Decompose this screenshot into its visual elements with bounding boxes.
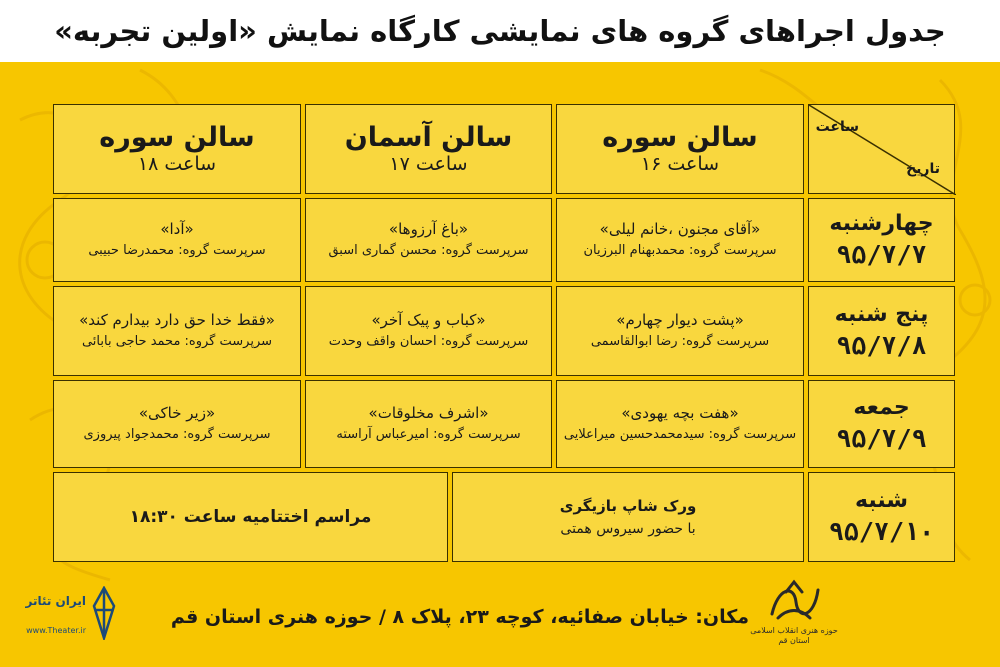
title-bar — [0, 0, 1000, 62]
show-cell — [556, 286, 804, 376]
day-name: پنج شنبه — [834, 302, 929, 328]
show-title: «آقای مجنون ،خانم لیلی» — [599, 220, 761, 239]
show-lead: سرپرست گروه: محسن گماری اسبق — [328, 242, 529, 258]
show-title: «کباب و پیک آخر» — [371, 311, 486, 330]
show-lead: سرپرست گروه: محمدرضا حبیبی — [88, 242, 266, 258]
page-title: جدول اجراهای گروه های نمایشی کارگاه نمایش «اولین تجربه» — [54, 14, 946, 48]
show-cell — [556, 198, 804, 282]
hall-time: ساعت ۱۶ — [640, 153, 720, 176]
show-cell — [556, 380, 804, 468]
show-cell — [305, 286, 552, 376]
hall-name: سالن آسمان — [344, 122, 513, 154]
show-title: «فقط خدا حق دارد بیدارم کند» — [79, 311, 275, 330]
show-title: «اشرف مخلوقات» — [368, 404, 489, 423]
calligraphy-emblem-icon — [764, 578, 824, 626]
hall-header-1 — [556, 104, 804, 194]
theater-tower-icon — [90, 586, 118, 640]
hall-header-3 — [53, 104, 301, 194]
show-title: «هفت بچه یهودی» — [621, 404, 739, 423]
show-cell — [53, 286, 301, 376]
corner-time-label: ساعت — [815, 119, 859, 135]
logo-caption: استان قم — [778, 635, 810, 645]
day-date: ۹۵/۷/۸ — [836, 330, 927, 360]
day-name: شنبه — [855, 488, 908, 514]
show-lead: سرپرست گروه: رضا ابوالقاسمی — [590, 333, 770, 349]
logo-name: ایران تئاتر — [25, 594, 86, 608]
day-name: چهارشنبه — [829, 211, 934, 237]
show-lead: سرپرست گروه: امیرعباس آراسته — [336, 426, 521, 442]
workshop-cell — [452, 472, 804, 562]
show-lead: سرپرست گروه: محمد حاجی بابائی — [81, 333, 273, 349]
day-cell-2 — [808, 286, 955, 376]
show-title: «پشت دیوار چهارم» — [616, 311, 744, 330]
show-cell — [305, 198, 552, 282]
show-lead: سرپرست گروه: محمدبهنام البرزیان — [583, 242, 777, 258]
show-lead: سرپرست گروه: سیدمحمدحسین میراعلایی — [563, 426, 797, 442]
day-name: جمعه — [853, 395, 910, 421]
day-cell-4 — [808, 472, 955, 562]
corner-date-label: تاریخ — [906, 161, 940, 177]
day-date: ۹۵/۷/۷ — [836, 239, 927, 269]
show-lead: سرپرست گروه: محمدجواد پیروزی — [83, 426, 271, 442]
footer-address: مکان: خیابان صفائیه، کوچه ۲۳، پلاک ۸ / حوزه هنری استان قم — [170, 606, 750, 628]
closing-ceremony: مراسم اختتامیه ساعت ۱۸:۳۰ — [129, 507, 372, 527]
show-cell — [305, 380, 552, 468]
day-date: ۹۵/۷/۱۰ — [828, 516, 935, 546]
logo-url: www.Theater.ir — [26, 626, 86, 635]
show-title: «باغ آرزوها» — [388, 220, 469, 239]
day-date: ۹۵/۷/۹ — [836, 423, 927, 453]
hozeh-honari-logo — [750, 578, 838, 660]
logo-caption: حوزه هنری انقلاب اسلامی — [750, 626, 838, 635]
show-lead: سرپرست گروه: احسان واقف وحدت — [328, 333, 529, 349]
day-cell-1 — [808, 198, 955, 282]
show-title: «آدا» — [160, 220, 194, 239]
hall-header-2 — [305, 104, 552, 194]
show-cell — [53, 380, 301, 468]
hall-name: سالن سوره — [99, 122, 255, 154]
iran-theater-logo — [12, 582, 120, 646]
hall-time: ساعت ۱۷ — [389, 153, 468, 176]
show-cell — [53, 198, 301, 282]
workshop-subtitle: با حضور سیروس همتی — [560, 520, 696, 537]
hall-name: سالن سوره — [602, 122, 758, 154]
workshop-title: ورک شاپ بازیگری — [559, 496, 697, 515]
day-cell-3 — [808, 380, 955, 468]
hall-time: ساعت ۱۸ — [137, 153, 217, 176]
closing-cell — [53, 472, 448, 562]
corner-cell — [808, 104, 955, 194]
show-title: «زیر خاکی» — [138, 404, 216, 423]
